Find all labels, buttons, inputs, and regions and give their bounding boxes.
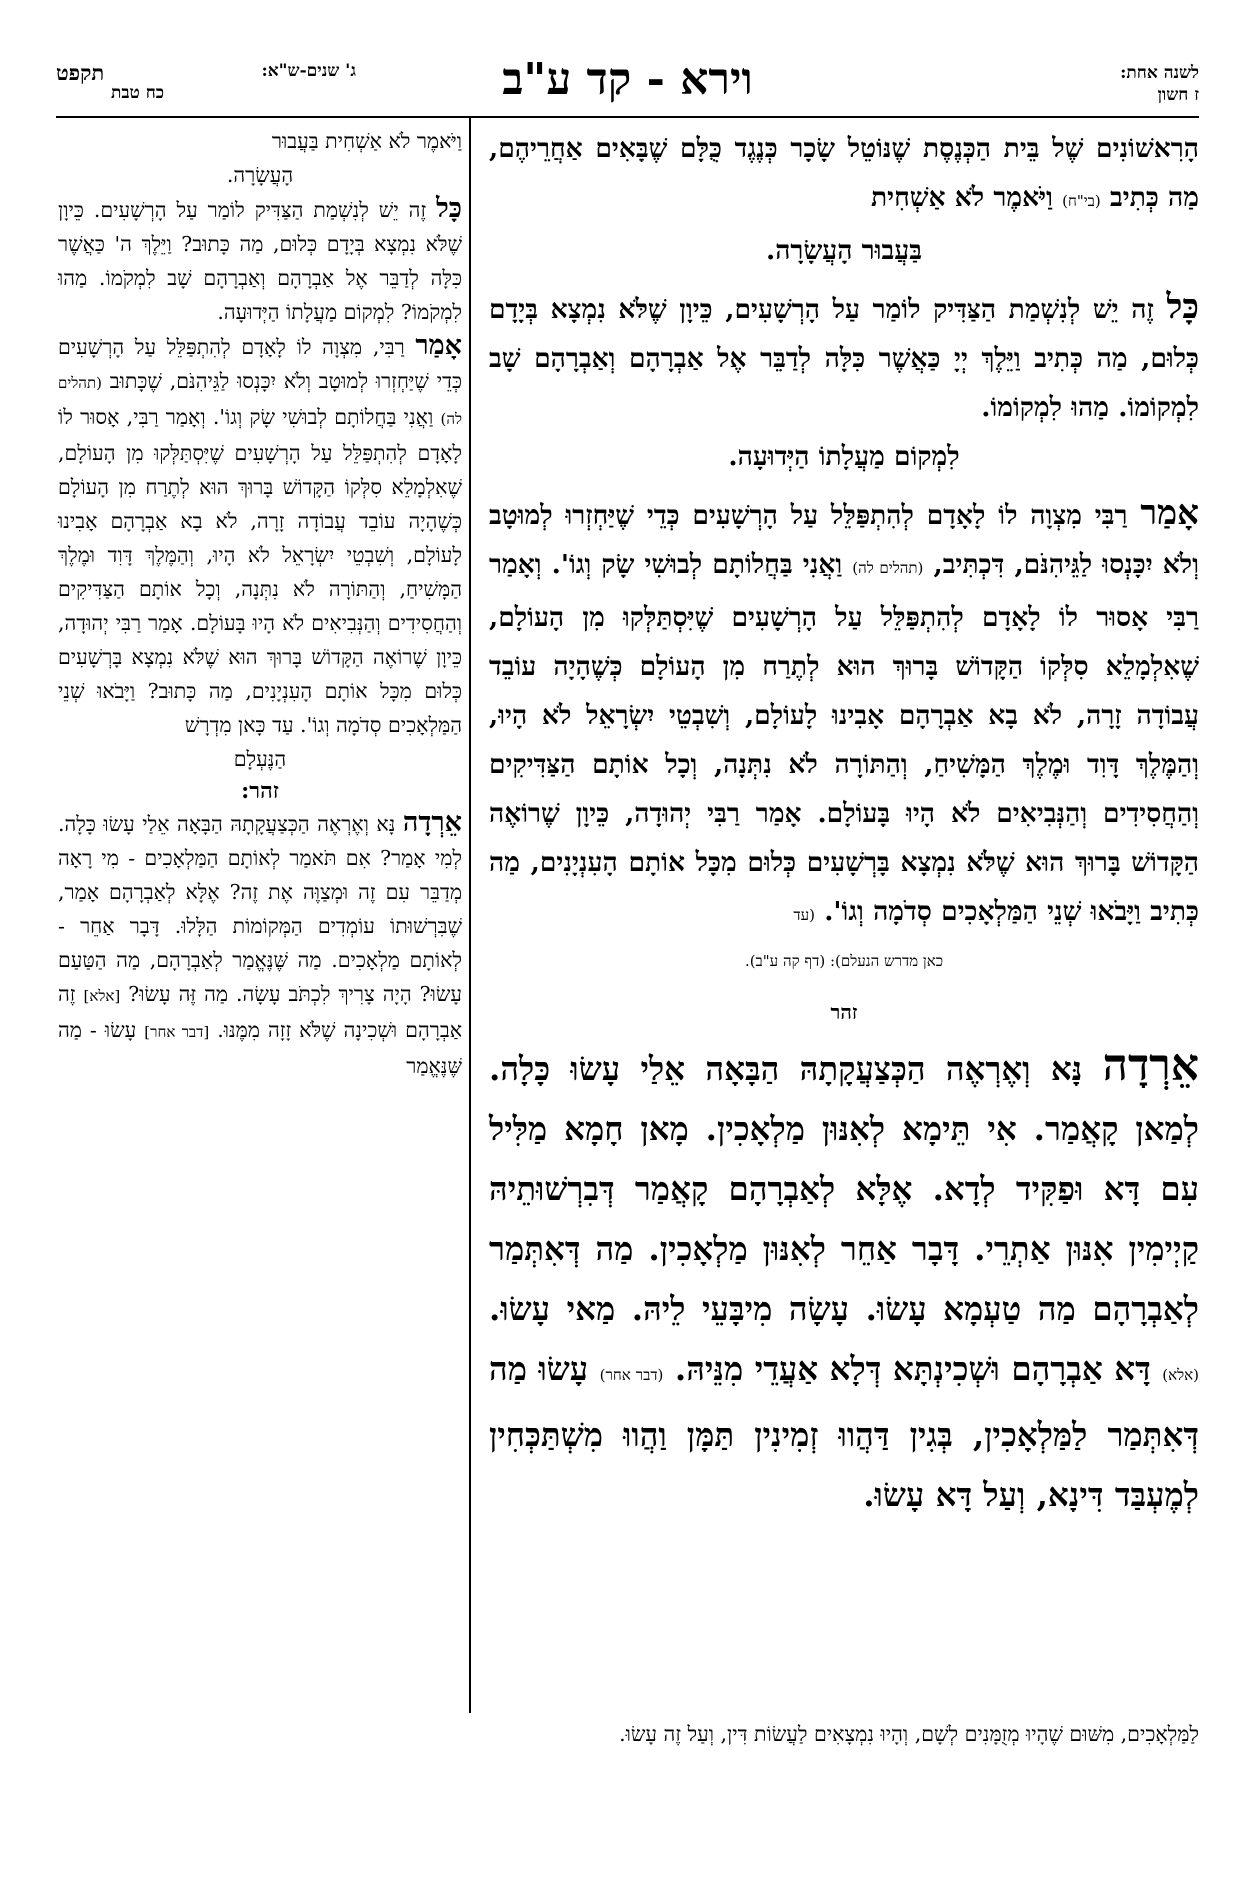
translation-zohar-heading: זהר: xyxy=(241,778,279,804)
main-paragraph-2-end: לִמְקוֹם מַעֲלָתוֹ הַיְּדוּעָה. xyxy=(728,441,960,472)
translation-p3-text-b: וַאֲנִי בַּחֲלוֹתָם לְבוּשִׁי שָׂק וְגוֹ'. וְאָמַר רַבִּי, אָסוּר לוֹ לָאָדָם לְהִתְפַּלֵּל עַל הָרְשָׁעִים שֶׁיִּסְתַּלְּקוּ מִן הָעוֹלָם, שֶׁאִלְמָלֵא סִלְּקוֹ הַקָּדוֹשׁ בָּרוּךְ הוּא לְתֶרַח מִן הָעוֹלָם כְּשֶׁהָיָה עוֹבֵד עֲבוֹדָה זָרָה, לֹא בָא אַבְרָהָם אָבִינוּ לָעוֹלָם, וְשִׁבְטֵי יִשְׂרָאֵל לֹא הָיוּ, וְהַמֶּלֶךְ דָּוִד וּמֶלֶךְ הַמָּשִׁיחַ, וְהַתּוֹרָה לֹא נִתְּנָה, וְכָל אוֹתָם הַצַּדִּיקִים וְהַחֲסִידִים וְהַנְּבִיאִים לֹא הָיוּ בָּעוֹלָם. אָמַר רַבִּי יְהוּדָה, כֵּיוָן שֶׁרוֹאֶה הַקָּדוֹשׁ בָּרוּךְ הוּא שֶׁלֹּא נִמְצָא בָּרְשָׁעִים כְּלוּם מִכָּל אוֹתָם הָעִנְיָנִים, מַה כָּתוּב? וַיָּבֹאוּ שְׁנֵי הַמַּלְאָכִים סְדֹמָה וְגוֹ'. עַד כָּאן מִדְרָשׁ xyxy=(58,405,462,737)
translation-zohar-opening-word: אֵרְדָה xyxy=(402,807,462,838)
translation-zohar-paragraph xyxy=(58,806,462,1083)
main-p3-end-reference: (עד xyxy=(793,906,815,924)
zohar-text-a: נָּא וְאֶרְאֶה הַכְּצַעֲקָתָהּ הַבָּאָה אֵלַי עָשׂוּ כָּלָה. לְמַאן קָאֲמַר. אִי תֵּימָא לְאִנּוּן מַלְאָכִין. מָאן חָמָא מַלִּיל עִם דָּא וּפַקִּיד לְדָא. אֶלָּא לְאַבְרָהָם קָאֲמַר דְּבִרְשׁוּתֵיהּ קַיְימִין אִנּוּן אַתְרֵי. דָּבָר אַחֵר לְאִנּוּן מַלְאָכִין. מַה דְּאִתְּמַר לְאַבְרָהָם מַה טַעְמָא עָשׂוּ. עָשָׂה מִיבָּעֵי לֵיהּ. מַאי עָשׂוּ. xyxy=(489,1049,1199,1328)
source-note: כאן מדרש הנעלם): (דף קה ע"ב). xyxy=(744,952,944,970)
zohar-opening-word: אֵרְדָה xyxy=(1102,1040,1199,1091)
translation-p3-reference: (תהלים לה) xyxy=(58,374,462,428)
main-p1-line2b: וַיֹּאמֶר לֹא אַשְׁחִית xyxy=(870,182,1063,213)
main-paragraph-1-end: בַּעֲבוּר הָעֲשָׂרָה. xyxy=(765,235,923,266)
main-p3-reference: (תהלים לה) xyxy=(852,559,924,577)
translation-p2-text: זֶה יֵשׁ לְנִשְׁמַת הַצַּדִּיק לוֹמַר עַל הָרְשָׁעִים. כֵּיוָן שֶׁלֹּא נִמְצָא בְּיָדָם כְּלוּם, מַה כָּתוּב? וַיֵּלֶךְ ה' כַּאֲשֶׁר כִּלָּה לְדַבֵּר אֶל אַבְרָהָם וְאַבְרָהָם שָׁב לִמְקֹמוֹ. מַהוּ לִמְקֹמוֹ? לִמְקוֹם מַעֲלָתוֹ הַיְּדוּעָה. xyxy=(58,198,462,324)
translation-p3-text-a: רַבִּי, מִצְוָה לוֹ לָאָדָם לְהִתְפַּלֵּל עַל הָרְשָׁעִים כְּדֵי שֶׁיַּחְזְרוּ לְמוּטָב וְלֹא יִכָּנְסוּ לַגֵּיהִנֹּם, שֶׁכָּתוּב xyxy=(58,335,462,393)
zohar-text-c: עָשׂוּ מַה דְּאִתְּמַר לַמַּלְאָכִין, בְּגִין דַּהֲווּ זְמִינִין תַּמָּן וַהֲווּ מִשְׁתַּכְּחִין לְמֶעְבַּד דִּינָא, וְעַל דָּא עָשׂוּ. xyxy=(489,1349,1199,1514)
translation-zohar-reference-2: [דבר אחר] xyxy=(144,1023,210,1041)
main-p1-line1: הָרִאשׁוֹנִים שֶׁל בֵּית הַכְּנֶסֶת שֶׁנּוֹטֵל שָׂכָר כְּנֶגֶד כֻּלָּם xyxy=(680,133,1199,164)
main-p3-text-a: רַבִּי מִצְוָה לוֹ לָאָדָם לְהִתְפַּלֵּל עַל הָרְשָׁעִים כְּדֵי שֶׁיַּחְזְרוּ לְמוּטָב וְלֹא יִכָּנְסוּ לַגֵּיהִנֹּם, דִּכְתִּיב, xyxy=(489,500,1199,580)
header-three-years-label: ג' שנים-ש"א: xyxy=(261,61,356,81)
translation-paragraph-2 xyxy=(58,192,462,329)
translation-p1-line1: וַיֹּאמֶר לֹא אַשְׁחִית בַּעֲבוּר xyxy=(271,129,462,153)
translation-zohar-text-c: עָשׂוּ - מַה שֶּׁנֶּאֱמַר xyxy=(58,1018,462,1078)
page-number: תקפט xyxy=(56,60,105,85)
zohar-reference-2: (דבר אחר) xyxy=(599,1366,664,1384)
zohar-heading: זהר xyxy=(830,1000,858,1024)
main-paragraph-3 xyxy=(489,489,1199,940)
column-divider xyxy=(469,118,471,1713)
zohar-paragraph xyxy=(489,1036,1199,1525)
translation-zohar-reference-1: [אלא] xyxy=(83,987,121,1005)
translation-zohar-text-b: זֶה אַבְרָהָם וּשְׁכִינָה שֶׁלֹּא זָזָה מִמֶּנּוּ. xyxy=(58,982,463,1042)
translation-zohar-text-a: נָּא וְאֶרְאֶה הַכְּצַעֲקָתָהּ הַבָּאָה אֵלַי עָשׂוּ כָּלָה. לְמִי אָמַר? אִם תֹּאמַר לְאוֹתָם הַמַּלְאָכִים - מִי רָאָה מְדַבֵּר עִם זֶה וּמְצַוֶּה אֶת זֶה? אֶלָּא לְאַבְרָהָם אָמַר, שֶׁבִּרְשׁוּתוֹ עוֹמְדִים הַמְּקוֹמוֹת הַלָּלוּ. דָּבָר אַחֵר - לְאוֹתָם מַלְאָכִים. מַה שֶּׁנֶּאֱמַר לְאַבְרָהָם, מַה הַטַּעַם עָשׂוּ? הָיָה צָרִיךְ לִכְתֹּב עָשָׂה. מַה זֶּה עָשׂוּ? xyxy=(58,812,462,1006)
zohar-text-b: דָּא אַבְרָהָם וּשְׁכִינְתָּא דְּלָא אַעֲדֵי מִנֵּיהּ. xyxy=(663,1349,1163,1388)
main-p3-opening-word: אָמַר xyxy=(1140,493,1199,533)
main-p2-opening-word: כָּל xyxy=(1166,287,1199,327)
main-paragraph-2 xyxy=(489,283,1199,432)
header-divider xyxy=(56,116,1199,118)
translation-continuation-line: לַמַּלְאָכִים, מִשּׁוּם שֶׁהָיוּ מְזֻמָּנִים לְשָׁם, וְהָיוּ נִמְצָאִים לַעֲשׂוֹת דִּין, וְעַל זֶה עָשׂוּ. xyxy=(619,1722,1199,1746)
header-one-year-date: ז חשון xyxy=(1157,85,1199,105)
translation-p3-end: הַנֶּעְלָם xyxy=(233,747,287,771)
main-p1-reference: (בי"ח) xyxy=(1062,192,1101,210)
main-p2-text: זֶה יֵשׁ לְנִשְׁמַת הַצַּדִּיק לוֹמַר עַל הָרְשָׁעִים, כֵּיוָן שֶׁלֹּא נִמְצָא בְּיָדָם כְּלוּם, מַה כְּתִיב וַיֵּלֶךְ יְיָ כַּאֲשֶׁר כִּלָּה לְדַבֵּר אֶל אַבְרָהָם וְאַבְרָהָם שָׁב לִמְקוֹמוֹ. מַהוּ לִמְקוֹמוֹ. xyxy=(489,294,1199,423)
page-title: וירא - קד ע"ב xyxy=(502,54,753,105)
main-p3-text-b: וַאֲנִי בַּחֲלוֹתָם לְבוּשִׁי שָׂק וְגוֹ'. וְאָמַר רַבִּי אָסוּר לוֹ לָאָדָם לְהִתְפַּלֵּל עַל הָרְשָׁעִים שֶׁיִּסְתַּלְּקוּ מִן הָעוֹלָם, שֶׁאִלְמָלֵא סִלְּקוֹ הַקָּדוֹשׁ בָּרוּךְ הוּא לְתֶרַח מִן הָעוֹלָם כְּשֶׁהָיָה עוֹבֵד עֲבוֹדָה זָרָה, לֹא בָא אַבְרָהָם אָבִינוּ לָעוֹלָם, וְשִׁבְטֵי יִשְׂרָאֵל לֹא הָיוּ, וְהַמֶּלֶךְ דָּוִד וּמֶלֶךְ הַמָּשִׁיחַ, וְהַתּוֹרָה לֹא נִתְּנָה, וְכָל אוֹתָם הַצַּדִּיקִים וְהַחֲסִידִים וְהַנְּבִיאִים לֹא הָיוּ בָּעוֹלָם. אָמַר רַבִּי יְהוּדָה, כֵּיוָן שֶׁרוֹאֶה הַקָּדוֹשׁ בָּרוּךְ הוּא שֶׁלֹּא נִמְצָא בָּרְשָׁעִים כְּלוּם מִכָּל אוֹתָם הָעִנְיָנִים, מַה כְּתִיב וַיָּבֹאוּ שְׁנֵי הַמַּלְאָכִים סְדֹמָה וְגוֹ'. xyxy=(489,549,1199,927)
header-schedule-three-years xyxy=(56,60,356,104)
translation-p2-opening-word: כָּל xyxy=(436,193,462,224)
translation-column xyxy=(58,124,462,1083)
zohar-section xyxy=(489,1036,1199,1525)
main-text-column xyxy=(489,124,1199,1525)
translation-paragraph-3 xyxy=(58,329,462,742)
header-three-years-date: כח טבת xyxy=(111,83,165,103)
page-header xyxy=(56,52,1199,114)
main-p1-line2a: שֶׁבָּאִים אַחֲרֵיהֶם, מַה כְּתִיב xyxy=(489,133,1199,213)
translation-p1-line2: הָעֲשָׂרָה. xyxy=(226,163,294,187)
translation-p3-opening-word: אָמַר xyxy=(415,330,462,361)
main-paragraph-1 xyxy=(489,124,1199,226)
header-one-year-label: לשנה אחת: xyxy=(1120,63,1199,83)
zohar-reference-1: (אלא) xyxy=(1162,1366,1200,1384)
